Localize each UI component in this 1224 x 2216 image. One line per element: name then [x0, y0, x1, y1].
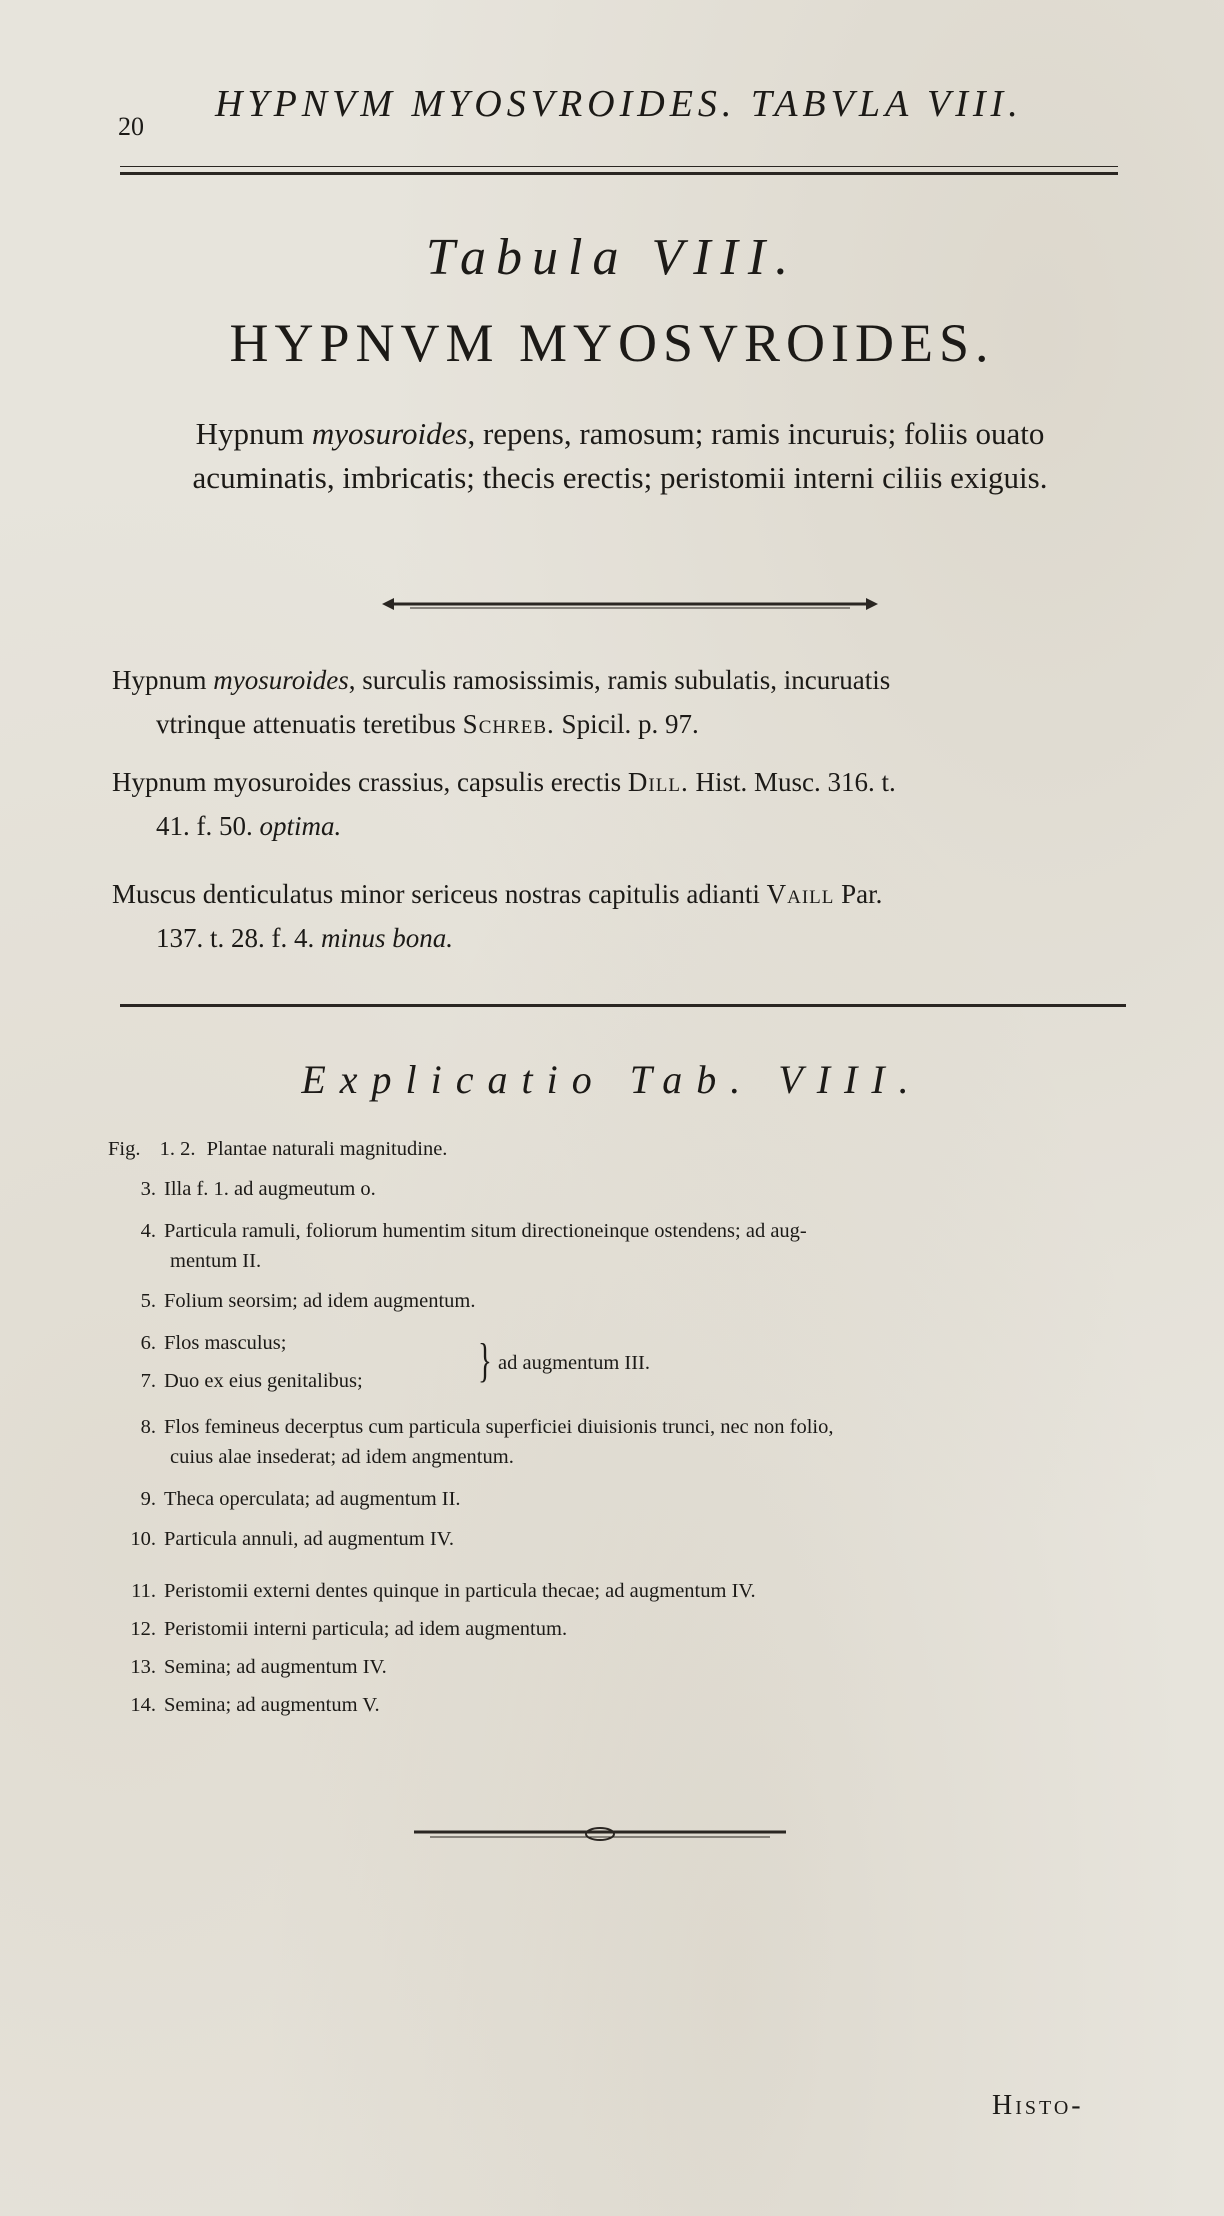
species-heading: HYPNVM MYOSVROIDES. — [229, 313, 995, 373]
fig-text: Semina; ad augmentum IV. — [164, 1656, 387, 1678]
header-rule-thin — [120, 166, 1118, 167]
fig-item-7 — [122, 1366, 363, 1396]
page-number: 20 — [118, 112, 144, 141]
synonym-dillenius — [112, 760, 1132, 848]
fig-item-12 — [122, 1614, 567, 1644]
diagnosis-lead: Hypnum — [195, 416, 312, 451]
ornamental-rule — [380, 592, 880, 616]
ornament-divider — [410, 1822, 790, 1846]
fig-number: 7. — [140, 1370, 156, 1392]
fig-item-3 — [122, 1174, 376, 1204]
fig-item-5 — [122, 1286, 475, 1316]
synonym-reference: Par. — [834, 879, 883, 909]
fig-text: Plantae naturali magnitudine. — [206, 1138, 448, 1160]
fig-text-cont: mentum II. — [170, 1250, 262, 1272]
synonym-lead: Hypnum — [112, 665, 214, 695]
fig-text: Theca operculata; ad augmentum II. — [164, 1488, 461, 1510]
fig-item-14 — [122, 1690, 380, 1720]
diagnosis-epithet: myosuroides — [311, 416, 468, 451]
diagnosis-text: , repens, ramosum; ramis incuruis; foliis ouato acuminatis, imbricatis; thecis erectis; peristomii interni ciliis exiguis. — [192, 416, 1048, 495]
synonym-reference: Spicil. p. 97. — [554, 709, 699, 739]
fig-text: Flos masculus; — [164, 1332, 287, 1354]
fig-number: 4. — [140, 1220, 156, 1242]
fig-text: Peristomii externi dentes quinque in particula thecae; ad augmentum IV. — [164, 1580, 756, 1602]
fig-item-10 — [122, 1524, 454, 1554]
section-rule — [120, 1004, 1126, 1007]
fig-label: Fig. — [108, 1138, 141, 1160]
synonym-schreber — [112, 658, 1132, 746]
synonym-text-cont: vtrinque attenuatis teretibus — [156, 709, 463, 739]
synonym-author: Vaill — [766, 879, 835, 909]
fig-number: 9. — [140, 1488, 156, 1510]
fig-number: 14. — [130, 1694, 156, 1716]
synonym-author: Schreb. — [462, 709, 555, 739]
synonym-reference-cont: 41. f. 50. — [156, 811, 260, 841]
synonym-author: Dill. — [627, 767, 689, 797]
fig-text: Particula ramuli, foliorum humentim situm directioneinque ostendens; ad aug- — [164, 1220, 807, 1242]
fig-text: Flos femineus decerptus cum particula superficiei diuisionis trunci, nec non folio, — [164, 1416, 834, 1438]
synonym-quality: minus bona. — [321, 923, 454, 953]
fig-text-cont: cuius alae insederat; ad idem angmentum. — [170, 1446, 514, 1468]
fig-text: Particula annuli, ad augmentum IV. — [164, 1528, 454, 1550]
brace-label: ad augmentum III. — [498, 1352, 650, 1374]
fig-number: 13. — [130, 1656, 156, 1678]
fig-text: Semina; ad augmentum V. — [164, 1694, 380, 1716]
fig-number: 6. — [140, 1332, 156, 1354]
fig-number: 5. — [140, 1290, 156, 1312]
fig-number: 12. — [130, 1618, 156, 1640]
catchword: Histo- — [992, 2090, 1084, 2121]
fig-text: Peristomii interni particula; ad idem augmentum. — [164, 1618, 568, 1640]
running-head-title: HYPNVM MYOSVROIDES. TABVLA VIII. — [215, 83, 1023, 125]
fig-item-8 — [122, 1412, 1112, 1472]
fig-text: Illa f. 1. ad augmeutum o. — [164, 1178, 376, 1200]
fig-number: 1. 2. — [159, 1138, 196, 1160]
fig-number: 8. — [140, 1416, 156, 1438]
fig-item-1-2 — [108, 1134, 447, 1164]
fig-item-9 — [122, 1484, 461, 1514]
fig-text: Folium seorsim; ad idem augmentum. — [164, 1290, 476, 1312]
synonym-reference: Hist. Musc. 316. t. — [688, 767, 896, 797]
fig-item-11 — [122, 1576, 756, 1606]
synonym-quality: optima. — [259, 811, 342, 841]
synonym-epithet: myosuroides — [213, 665, 349, 695]
fig-number: 3. — [140, 1178, 156, 1200]
fig-item-4 — [122, 1216, 1112, 1276]
synonym-text: , surculis ramosissimis, ramis subulatis, incuruatis — [348, 665, 891, 695]
species-diagnosis — [140, 412, 1100, 500]
header-rule — [120, 172, 1118, 175]
synonym-text: Hypnum myosuroides crassius, capsulis erectis — [112, 767, 628, 797]
brace-icon: } — [478, 1334, 492, 1387]
synonym-vaillant — [112, 872, 1132, 960]
fig-number: 11. — [131, 1580, 156, 1602]
synonym-reference-cont: 137. t. 28. f. 4. — [156, 923, 321, 953]
fig-text: Duo ex eius genitalibus; — [164, 1370, 363, 1392]
plate-title: Tabula VIII. — [425, 229, 799, 286]
fig-item-6 — [122, 1328, 286, 1358]
fig-number: 10. — [130, 1528, 156, 1550]
explicatio-title: Explicatio Tab. VIII. — [301, 1057, 923, 1102]
synonym-text: Muscus denticulatus minor sericeus nostras capitulis adianti — [112, 879, 767, 909]
fig-item-13 — [122, 1652, 387, 1682]
